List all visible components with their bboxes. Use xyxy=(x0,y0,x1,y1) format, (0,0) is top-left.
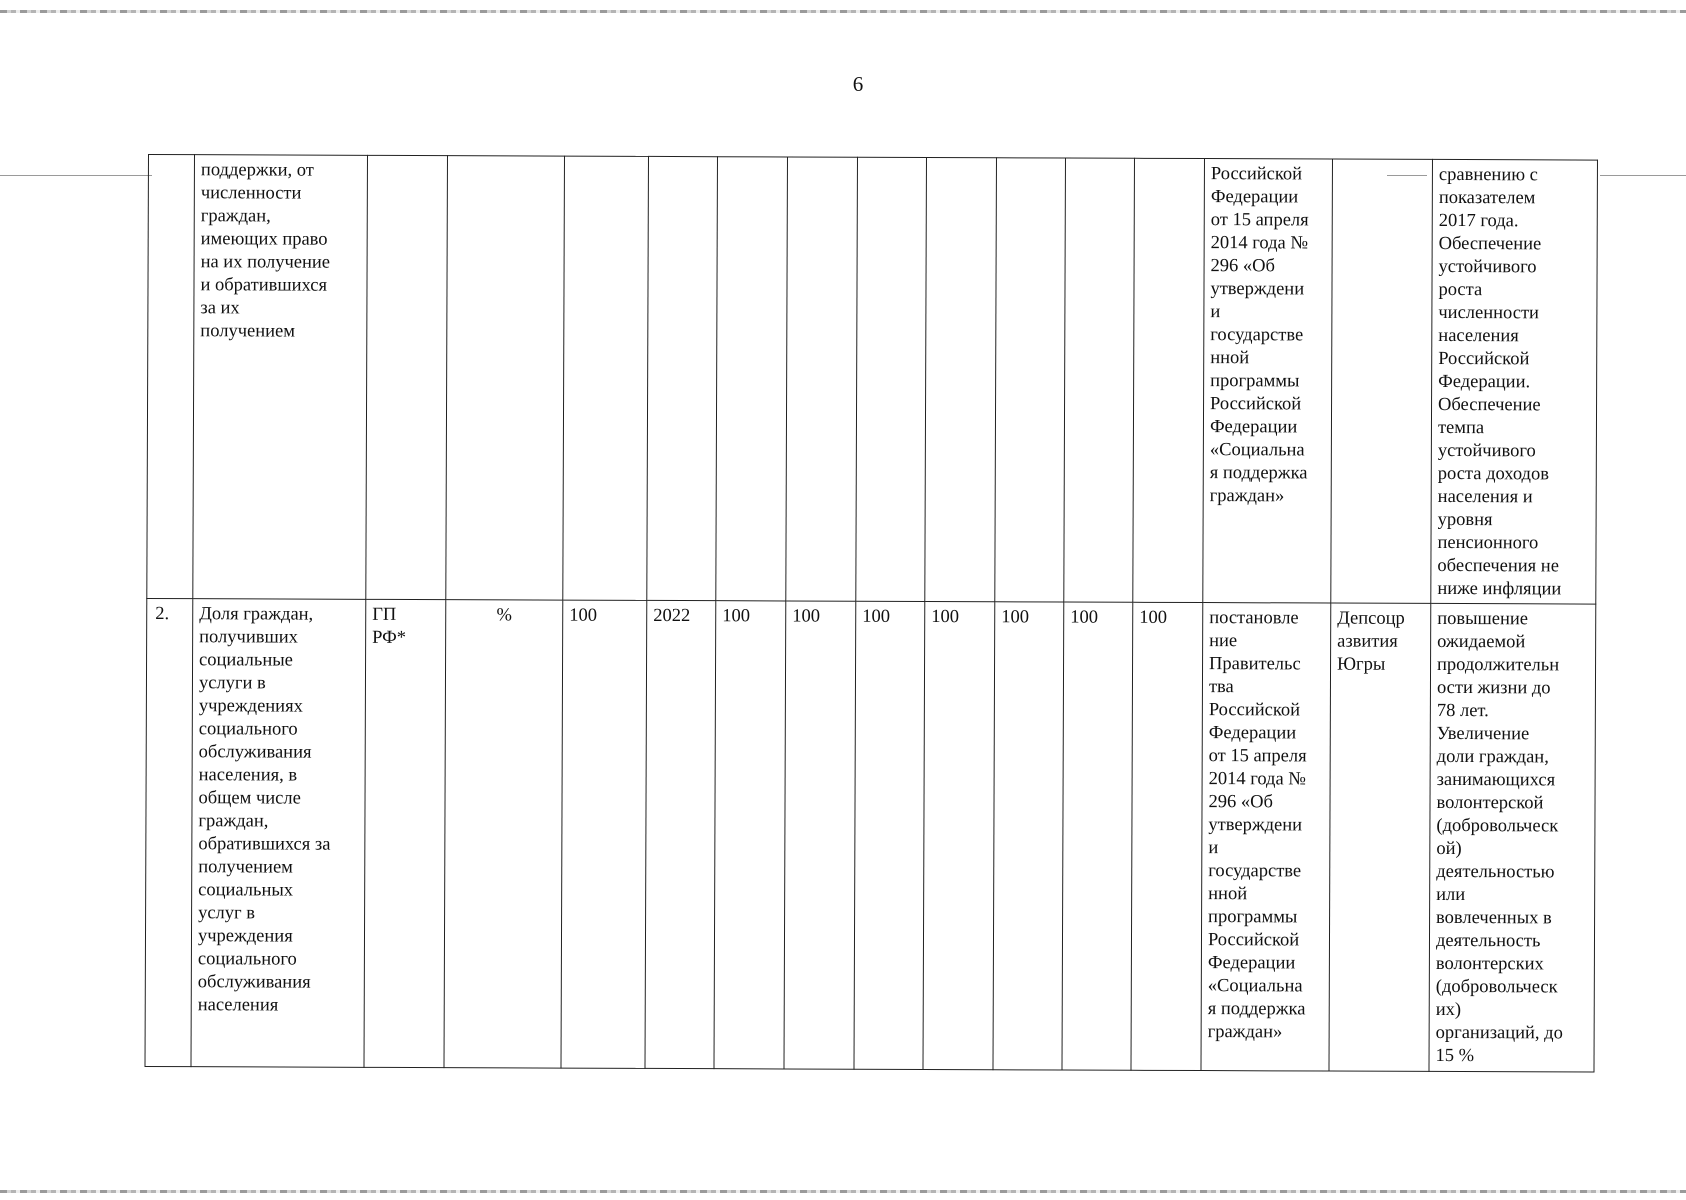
base-year-cell xyxy=(645,600,716,1068)
year-value: 100 xyxy=(722,606,751,627)
national-goals: повышение ожидаемой продолжительн ости жизни до 78 лет. Увеличение доли граждан, занимающихся волонтерской (добровольческ ой) деятельностью или вовлеченных в деятельность волонтерских (добровольческ их) организаций, до 15 % xyxy=(1435,608,1563,1067)
value-cell xyxy=(786,157,858,601)
unit-cell xyxy=(444,600,563,1068)
base-value-cell xyxy=(561,600,647,1068)
indicator-name-cell xyxy=(191,599,366,1068)
value-cell xyxy=(854,601,925,1069)
value-cell xyxy=(1064,158,1135,602)
indicator-type-cell xyxy=(366,155,448,599)
year-value: 100 xyxy=(792,606,821,627)
year-value: 100 xyxy=(862,606,891,627)
year-value: 100 xyxy=(1139,607,1168,628)
base-value-cell xyxy=(563,156,649,600)
value-cell xyxy=(716,157,788,601)
responsible-cell xyxy=(1331,159,1433,603)
value-cell xyxy=(993,602,1064,1070)
indicator-type: ГП РФ* xyxy=(372,604,407,648)
value-cell xyxy=(1062,602,1133,1070)
goals-cell xyxy=(1431,159,1598,604)
year-value: 100 xyxy=(1070,607,1099,628)
value-cell xyxy=(714,601,786,1069)
value-cell xyxy=(1133,158,1205,602)
document-cell xyxy=(1201,603,1331,1071)
value-cell xyxy=(925,157,997,601)
base-year-cell xyxy=(647,156,718,600)
unit-cell xyxy=(446,156,565,600)
indicator-name: Доля граждан, получивших социальные услуги в учреждениях социального обслуживания населения, в общем числе граждан, обратившихся за получением социальных услуг в учреждения социального обслуживания населения xyxy=(197,604,331,1016)
national-goals: сравнению с показателем 2017 года. Обеспечение устойчивого роста численности населения Российской Федерации. Обеспечение темпа устойчивого роста доходов населения и уровня пенсионного обеспечения не ниже инфляции xyxy=(1437,164,1562,600)
value-cell xyxy=(856,157,927,601)
scan-artifact-line xyxy=(0,175,152,176)
document-cell xyxy=(1203,159,1333,603)
value-cell xyxy=(995,158,1066,602)
year-value: 100 xyxy=(931,607,960,628)
document-reference: Российской Федерации от 15 апреля 2014 года № 296 «Об утверждени и государстве нной программы Российской Федерации «Социальна я поддержка граждан» xyxy=(1209,164,1309,507)
year-value: 100 xyxy=(1001,607,1030,628)
indicator-name-cell xyxy=(193,155,368,600)
table-row xyxy=(145,598,1596,1072)
value-cell xyxy=(1131,602,1203,1070)
scan-top-edge xyxy=(0,10,1686,13)
row-number: 2. xyxy=(155,604,170,625)
unit: % xyxy=(496,605,512,626)
indicator-type-cell xyxy=(364,599,446,1067)
value-cell xyxy=(784,601,856,1069)
goals-cell xyxy=(1429,603,1596,1072)
responsible-cell xyxy=(1329,603,1431,1071)
indicators-table xyxy=(144,154,1597,1073)
indicator-name: поддержки, от численности граждан, имеющих право на их получение и обратившихся за их получением xyxy=(200,160,331,342)
scan-bottom-edge xyxy=(0,1190,1686,1193)
scan-artifact-line xyxy=(1600,175,1686,176)
row-number-cell xyxy=(147,155,195,599)
base-value: 100 xyxy=(569,605,598,626)
row-number-cell xyxy=(145,598,193,1066)
responsible-executor: Депсоцр азвития Югры xyxy=(1337,608,1405,675)
document-reference: постановле ние Правительс тва Российской Федерации от 15 апреля 2014 года № 296 «Об утверждени и государстве нной программы Российской Федерации «Социальна я поддержка граждан» xyxy=(1207,608,1307,1043)
page-number: 6 xyxy=(852,72,864,96)
table-row xyxy=(147,155,1598,605)
base-year: 2022 xyxy=(653,605,691,627)
value-cell xyxy=(923,601,995,1069)
